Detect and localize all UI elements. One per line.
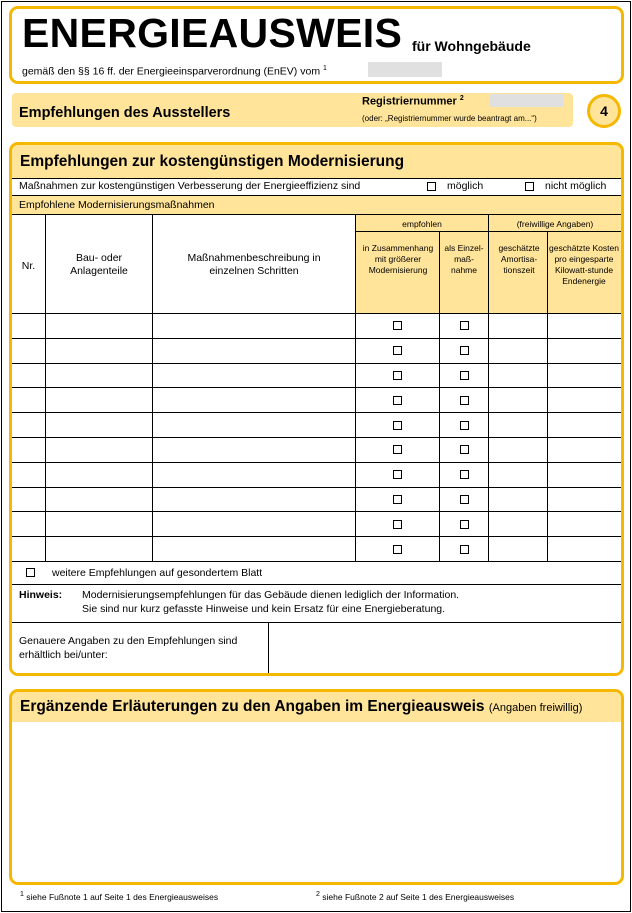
measures-question: Maßnahmen zur kostengünstigen Verbesserung der Energieeffizienz sind xyxy=(19,180,361,192)
document-title: ENERGIEAUSWEIS xyxy=(22,10,403,56)
erlaeuterungen-section xyxy=(9,689,624,885)
zusammenhang-checkbox[interactable] xyxy=(393,445,402,454)
header xyxy=(9,6,624,84)
zusammenhang-checkbox[interactable] xyxy=(393,520,402,529)
aussteller-title: Empfehlungen des Ausstellers xyxy=(19,105,231,121)
registration-number-label: Registriernummer $^2$ xyxy=(362,95,464,108)
einzelmassnahme-checkbox[interactable] xyxy=(460,321,469,330)
footnote-2: $^2$ siehe Fußnote 2 auf Seite 1 des Energieausweises xyxy=(316,891,515,902)
zusammenhang-checkbox[interactable] xyxy=(393,495,402,504)
col-zusammenhang: in Zusammenhang mit größerer Modernisierung xyxy=(362,243,434,275)
zusammenhang-checkbox[interactable] xyxy=(393,470,402,479)
table-row-divider xyxy=(12,462,621,463)
col-beschreibung: Maßnahmenbeschreibung in einzelnen Schritten xyxy=(187,252,321,277)
col-amortisation: geschätzte Amortisa-tionszeit xyxy=(498,243,540,275)
erlaeuterungen-text-area[interactable] xyxy=(14,724,617,876)
details-line-2: erhältlich bei/unter: xyxy=(19,649,108,661)
further-recommendations-label: weitere Empfehlungen auf gesondertem Blatt xyxy=(52,567,263,579)
col-kosten: geschätzte Kosten pro eingesparte Kilowatt-stunde Endenergie xyxy=(549,243,619,286)
einzelmassnahme-checkbox[interactable] xyxy=(460,470,469,479)
einzelmassnahme-checkbox[interactable] xyxy=(460,445,469,454)
document-subtitle: für Wohngebäude xyxy=(412,38,531,54)
einzelmassnahme-checkbox[interactable] xyxy=(460,346,469,355)
legal-reference: gemäß den §§ 16 ff. der Energieeinsparverordnung (EnEV) vom $^1$ xyxy=(22,65,327,78)
aussteller-bar xyxy=(12,93,573,127)
zusammenhang-checkbox[interactable] xyxy=(393,421,402,430)
possible-label: möglich xyxy=(447,180,484,192)
einzelmassnahme-checkbox[interactable] xyxy=(460,520,469,529)
col-bauteile: Bau- oder Anlagenteile xyxy=(70,252,128,277)
col-group-empfohlen: empfohlen xyxy=(402,219,442,229)
recommended-heading: Empfohlene Modernisierungsmaßnahmen xyxy=(19,199,215,211)
table-row-divider xyxy=(12,387,621,388)
not-possible-label: nicht möglich xyxy=(545,180,607,192)
col-group-freiwillig: (freiwillige Angaben) xyxy=(516,219,594,229)
section-title: Empfehlungen zur kostengünstigen Modernisierung xyxy=(20,153,405,170)
possible-checkbox[interactable] xyxy=(427,182,436,191)
table-row-divider xyxy=(12,536,621,537)
einzelmassnahme-checkbox[interactable] xyxy=(460,371,469,380)
further-recommendations-checkbox[interactable] xyxy=(26,568,35,577)
erlaeuterungen-title: Ergänzende Erläuterungen zu den Angaben im Energieausweis (Angaben freiwillig) xyxy=(20,698,583,715)
zusammenhang-checkbox[interactable] xyxy=(393,371,402,380)
col-nr: Nr. xyxy=(21,260,36,272)
registration-note: (oder: „Registriernummer wurde beantragt am...“) xyxy=(362,114,537,123)
hint-label: Hinweis: xyxy=(19,589,63,601)
zusammenhang-checkbox[interactable] xyxy=(393,346,402,355)
details-line-1: Genauere Angaben zu den Empfehlungen sind xyxy=(19,635,238,647)
page-number-badge: 4 xyxy=(587,94,621,128)
table-row-divider xyxy=(12,487,621,488)
table-row-divider xyxy=(12,511,621,512)
hint-line-2: Sie sind nur kurz gefasste Hinweise und kein Ersatz für eine Energieberatung. xyxy=(82,603,446,615)
table-row-divider xyxy=(12,437,621,438)
registration-number-field[interactable] xyxy=(490,94,564,107)
einzelmassnahme-checkbox[interactable] xyxy=(460,545,469,554)
zusammenhang-checkbox[interactable] xyxy=(393,545,402,554)
enev-date-field[interactable] xyxy=(368,62,442,77)
table-row-divider xyxy=(12,363,621,364)
table-row-divider xyxy=(12,412,621,413)
modernisierung-section xyxy=(9,142,624,676)
col-einzel: als Einzel-maß-nahme xyxy=(444,243,484,275)
table-row-divider xyxy=(12,338,621,339)
einzelmassnahme-checkbox[interactable] xyxy=(460,421,469,430)
details-input-field[interactable] xyxy=(270,625,618,669)
not-possible-checkbox[interactable] xyxy=(525,182,534,191)
zusammenhang-checkbox[interactable] xyxy=(393,321,402,330)
footnote-1: $^1$ siehe Fußnote 1 auf Seite 1 des Energieausweises xyxy=(20,891,219,902)
einzelmassnahme-checkbox[interactable] xyxy=(460,396,469,405)
zusammenhang-checkbox[interactable] xyxy=(393,396,402,405)
hint-line-1: Modernisierungsempfehlungen für das Gebäude dienen lediglich der Information. xyxy=(82,589,460,601)
einzelmassnahme-checkbox[interactable] xyxy=(460,495,469,504)
